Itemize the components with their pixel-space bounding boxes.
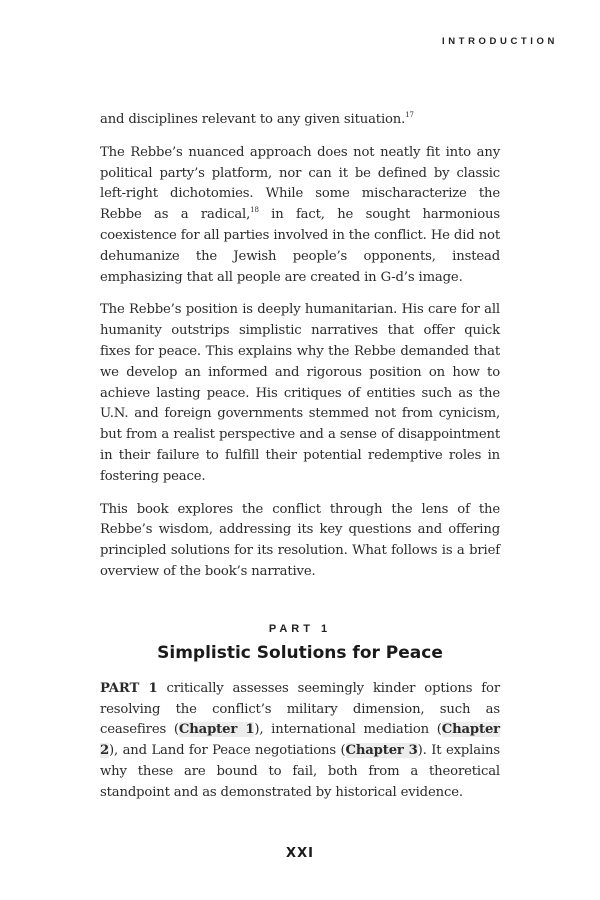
footnote-ref-17[interactable]: 17 <box>405 111 414 119</box>
chapter-1-link[interactable]: Chapter 1 <box>178 722 255 738</box>
paragraph-1-text: and disciplines relevant to any given situation. <box>100 112 406 127</box>
summary-text-2: ), international mediation ( <box>254 722 442 738</box>
paragraph-3: The Rebbe’s position is deeply humanitarian. His care for all humanity outstrips simplistic narratives that offer quick fixes for peace. This explains why the Rebbe demanded that we develop an informed and rigorous position on how to achieve lasting peace. His critiques of entities such as the U.N. and foreign governments stemmed not from cynicism, but from a realist perspective and a sense of disappointment in their failure to fulfill their potential redemptive roles in fostering peace. <box>100 302 500 484</box>
paragraph-2-text-a: The Rebbe’s nuanced approach does not neatly fit into any political party’s platform, nor can it be defined by classic left-right dichotomies. While some mischaracterize the Rebbe as a radical, <box>100 144 500 223</box>
summary-text-3: ), and Land for Peace negotiations ( <box>109 743 346 759</box>
running-head: INTRODUCTION <box>441 36 558 47</box>
page-body <box>100 110 500 816</box>
paragraph-2 <box>100 143 500 289</box>
part-1-summary <box>100 679 500 804</box>
summary-text-1: critically assesses seemingly kinder options for resolving the conflict’s military dimension, such as ceasefires ( <box>100 680 500 738</box>
page-number: XXI <box>286 846 314 861</box>
chapter-2-link[interactable]: Chapter 2 <box>100 722 500 759</box>
part-title: Simplistic Solutions for Peace <box>157 642 443 663</box>
part-1-lead: PART 1 <box>100 680 158 696</box>
footnote-ref-18[interactable]: 18 <box>250 206 259 215</box>
paragraph-1 <box>100 110 500 131</box>
chapter-3-link[interactable]: Chapter 3 <box>345 743 418 759</box>
summary-text-4: ). It explains why these are bound to fail, both from a theoretical standpoint and as demonstrated by historical evidence. <box>100 743 500 800</box>
part-label: PART 1 <box>268 622 332 635</box>
paragraph-2-text-b: in fact, he sought harmonious coexistence for all parties involved in the conflict. He did not dehumanize the Jewish people’s opponents, instead emphasizing that all people are created in G-d’s image. <box>100 207 501 285</box>
paragraph-4: This book explores the conflict through the lens of the Rebbe’s wisdom, addressing its key questions and offering principled solutions for its resolution. What follows is a brief overview of the book’s narrative. <box>100 501 500 579</box>
